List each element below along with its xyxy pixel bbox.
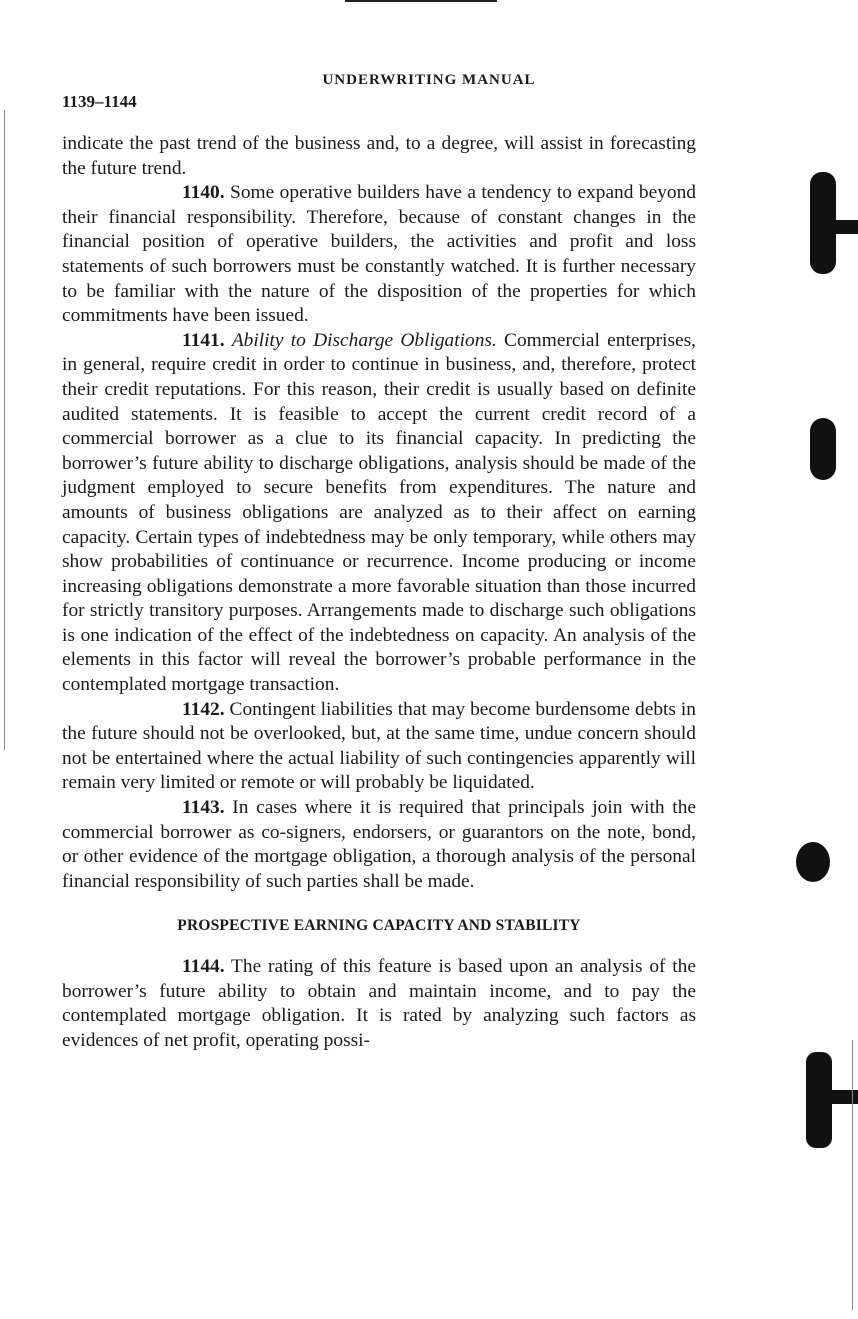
- section-number-1143: 1143.: [182, 797, 225, 819]
- paragraph-1144: [62, 955, 696, 1053]
- section-title-1141: Ability to Discharge Obligations.: [231, 329, 497, 351]
- paragraph-continued: indicate the past trend of the business and, to a degree, will assist in forecasting the future trend.: [62, 133, 696, 179]
- paragraph-1140-text: Some operative builders have a tendency to expand beyond their financial responsibility. Therefore, because of constant changes in the financial position of operative builders, the activities and profit and loss statements of such borrowers must be constantly watched. It is further necessary to be familiar with the nature of the disposition of the properties for which commitments have been issued.: [62, 182, 696, 327]
- binding-mark-2: [810, 418, 836, 480]
- page-body: [62, 132, 696, 1053]
- paragraph-1143: [62, 796, 696, 894]
- section-number-1141: 1141.: [182, 329, 225, 351]
- binding-mark-1-tab: [830, 220, 858, 234]
- paragraph-1144-text: The rating of this feature is based upon an analysis of the borrower’s future ability to obtain and maintain income, and to pay the contemplated mortgage obligation. It is rated by analyzing such factors as evidences of net profit, operating possi-: [62, 956, 696, 1051]
- left-edge-shadow: [4, 110, 5, 750]
- paragraph-1141-text: Commercial enterprises, in general, require credit in order to continue in business, and, therefore, protect their credit reputations. For this reason, their credit is usually based on definite audited statements. It is feasible to accept the current credit record of a commercial borrower as a clue to its financial capacity. In predicting the borrower’s future ability to discharge obligations, analysis should be made of the judgment employed to secure benefits from expenditures. The nature and amounts of business obligations are analyzed as to their affect on earning capacity. Certain types of indebtedness may be only temporary, while others may show probabilities of continuance or recurrence. Income producing or income increasing obligations demonstrate a more favorable situation than those incurred for strictly transitory purposes. Arrangements made to discharge such obligations is one indication of the effect of the indebtedness on capacity. An analysis of the elements in this factor will reveal the borrower’s probable performance in the contemplated mortgage transaction.: [62, 329, 696, 696]
- section-heading: PROSPECTIVE EARNING CAPACITY AND STABILITY: [177, 917, 581, 935]
- paragraph-1142-text: Contingent liabilities that may become burdensome debts in the future should not be overlooked, but, at the same time, undue concern should not be entertained where the actual liability of such contingencies apparently will remain very limited or remote or will probably be liquidated.: [62, 698, 696, 794]
- paragraph-1141: [62, 329, 696, 698]
- paragraph-1143-text: In cases where it is required that principals join with the commercial borrower as co-signers, endorsers, or guarantors on the note, bond, or other evidence of the mortgage obligation, a thorough analysis of the personal financial responsibility of such parties shall be made.: [62, 797, 696, 892]
- paragraph-1140: [62, 181, 696, 329]
- right-edge-shadow: [852, 1040, 853, 1310]
- section-number-1142: 1142.: [182, 698, 225, 720]
- top-rule: [345, 0, 497, 2]
- binding-mark-3-tab: [828, 1090, 858, 1104]
- paragraph-1142: [62, 698, 696, 796]
- binding-hole: [796, 842, 830, 882]
- running-head: UNDERWRITING MANUAL: [322, 72, 536, 88]
- section-number-1144: 1144.: [182, 956, 225, 977]
- section-number-1140: 1140.: [182, 182, 225, 204]
- page-range: 1139–1144: [62, 92, 137, 111]
